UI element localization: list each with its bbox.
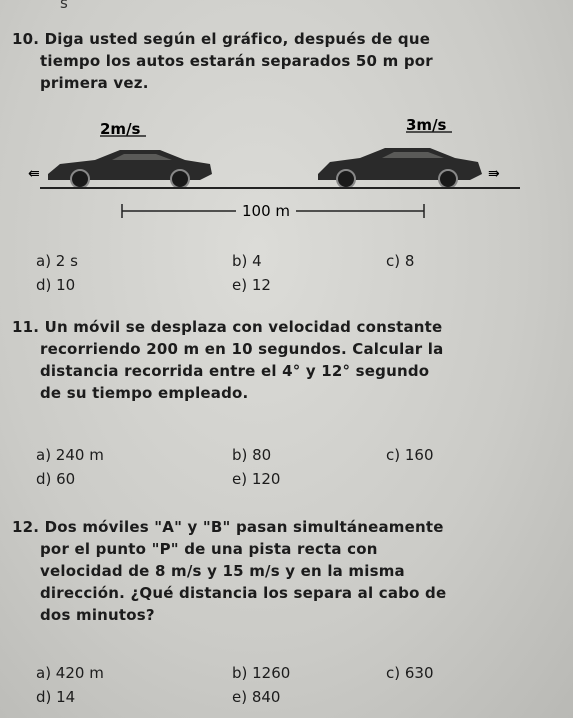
option-a[interactable]: a) 2 s bbox=[36, 252, 78, 270]
question-10-line-3: primera vez. bbox=[40, 74, 149, 92]
question-10-number: 10. bbox=[12, 30, 40, 48]
question-10-text bbox=[12, 28, 567, 94]
option-e[interactable]: e) 840 bbox=[232, 688, 281, 706]
option-c[interactable]: c) 8 bbox=[386, 252, 415, 270]
right-car bbox=[318, 148, 482, 188]
question-12-line-2: por el punto "P" de una pista recta con bbox=[40, 540, 378, 558]
question-11-line-4: de su tiempo empleado. bbox=[40, 384, 249, 402]
option-c[interactable]: c) 160 bbox=[386, 446, 434, 464]
distance-label: 100 m bbox=[242, 202, 291, 220]
question-12-line-1: Dos móviles "A" y "B" pasan simultáneamente bbox=[44, 518, 444, 536]
option-e[interactable]: e) 12 bbox=[232, 276, 271, 294]
question-12-line-3: velocidad de 8 m/s y 15 m/s y en la misma bbox=[40, 562, 405, 580]
right-arrow-icon: ⇛ bbox=[488, 166, 500, 182]
left-car bbox=[48, 150, 212, 188]
question-10-line-1: Diga usted según el gráfico, después de que bbox=[44, 30, 431, 48]
question-12-line-4: dirección. ¿Qué distancia los separa al cabo de bbox=[40, 584, 447, 602]
option-a[interactable]: a) 240 m bbox=[36, 446, 104, 464]
option-b[interactable]: b) 1260 bbox=[232, 664, 291, 682]
option-d[interactable]: d) 60 bbox=[36, 470, 76, 488]
option-d[interactable]: d) 14 bbox=[36, 688, 76, 706]
question-12-number: 12. bbox=[12, 518, 40, 536]
question-12-line-5: dos minutos? bbox=[40, 606, 155, 624]
left-car-speed: 2m/s bbox=[100, 120, 141, 138]
question-10 bbox=[12, 28, 567, 94]
cars-diagram bbox=[0, 112, 573, 227]
question-11-line-2: recorriendo 200 m en 10 segundos. Calcular la bbox=[40, 340, 444, 358]
question-12 bbox=[12, 516, 567, 626]
option-a[interactable]: a) 420 m bbox=[36, 664, 104, 682]
question-10-line-2: tiempo los autos estarán separados 50 m por bbox=[40, 52, 433, 70]
question-11-line-1: Un móvil se desplaza con velocidad constante bbox=[44, 318, 443, 336]
option-b[interactable]: b) 80 bbox=[232, 446, 272, 464]
question-11-number: 11. bbox=[12, 318, 40, 336]
left-arrow-icon: ⇚ bbox=[28, 166, 40, 182]
cut-off-text: s bbox=[60, 0, 68, 12]
option-b[interactable]: b) 4 bbox=[232, 252, 262, 270]
option-d[interactable]: d) 10 bbox=[36, 276, 76, 294]
right-car-speed: 3m/s bbox=[406, 116, 447, 134]
question-12-text bbox=[12, 516, 567, 626]
question-11-text bbox=[12, 316, 567, 404]
question-11-line-3: distancia recorrida entre el 4° y 12° segundo bbox=[40, 362, 430, 380]
option-c[interactable]: c) 630 bbox=[386, 664, 434, 682]
question-11 bbox=[12, 316, 567, 404]
option-e[interactable]: e) 120 bbox=[232, 470, 281, 488]
